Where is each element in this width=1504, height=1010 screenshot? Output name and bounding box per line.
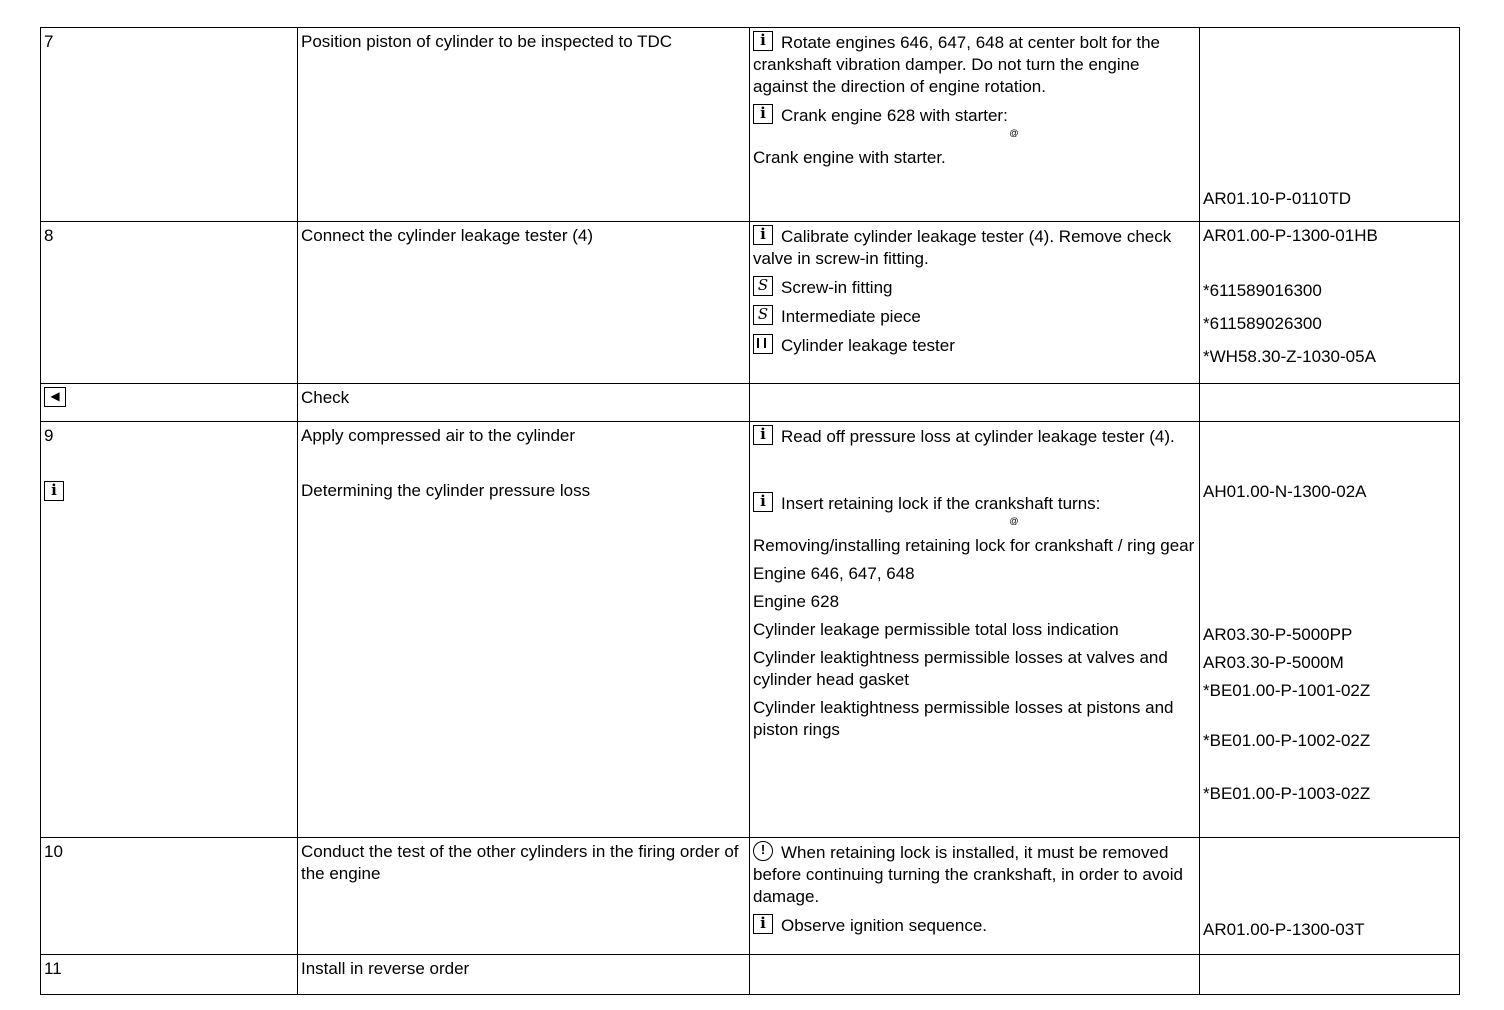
reference[interactable]: *BE01.00-P-1001-02Z xyxy=(1203,681,1371,700)
tester-icon xyxy=(753,334,773,354)
reference[interactable]: *611589016300 xyxy=(1203,281,1322,300)
step-notes xyxy=(750,838,1200,955)
reference[interactable]: *BE01.00-P-1003-02Z xyxy=(1203,784,1371,803)
procedure-table xyxy=(40,27,1460,995)
step-number: 7 xyxy=(41,28,298,222)
tool-item: Cylinder leakage tester xyxy=(753,334,1195,357)
at-marker: @ xyxy=(1009,516,1019,526)
note: iInsert retaining lock if the crankshaft turns: xyxy=(753,492,1195,515)
tool-icon xyxy=(753,276,773,296)
table-row xyxy=(41,384,1460,422)
step-number: 10 xyxy=(41,838,298,955)
step-notes xyxy=(750,422,1200,838)
link-text[interactable]: Removing/installing retaining lock for crankshaft / ring gear xyxy=(753,536,1195,555)
link-text[interactable]: Crank engine with starter. xyxy=(753,148,946,167)
note: !When retaining lock is installed, it must be removed before continuing turning the crankshaft, in order to avoid damage. xyxy=(753,841,1195,908)
note: iCrank engine 628 with starter: xyxy=(753,104,1195,127)
step-number: 11 xyxy=(41,955,298,995)
reference[interactable]: AR01.10-P-0110TD xyxy=(1203,189,1352,208)
step-action: Apply compressed air to the cylinder Determining the cylinder pressure loss xyxy=(298,422,750,838)
link-text[interactable]: Engine 646, 647, 648 xyxy=(753,564,915,583)
step-references xyxy=(1200,838,1460,955)
reference[interactable]: AR03.30-P-5000PP xyxy=(1203,625,1353,644)
reference[interactable]: *611589026300 xyxy=(1203,314,1322,333)
info-icon xyxy=(753,225,773,245)
info-icon xyxy=(753,104,773,124)
info-icon xyxy=(44,481,64,501)
reference[interactable]: AR01.00-P-1300-03T xyxy=(1203,920,1365,939)
reference[interactable]: AR01.00-P-1300-01HB xyxy=(1203,226,1378,245)
step-notes xyxy=(750,28,1200,222)
tool-icon xyxy=(753,305,773,325)
step-notes xyxy=(750,222,1200,384)
table-row xyxy=(41,222,1460,384)
tool-item: SScrew-in fitting xyxy=(753,276,1195,299)
link-text[interactable]: Cylinder leaktightness permissible losses at valves and cylinder head gasket xyxy=(753,648,1168,689)
note: iObserve ignition sequence. xyxy=(753,914,1195,937)
at-marker: @ xyxy=(1009,128,1019,138)
step-number: 8 xyxy=(41,222,298,384)
link-text[interactable]: Cylinder leakage permissible total loss indication xyxy=(753,620,1119,639)
table-row xyxy=(41,955,1460,995)
table-row xyxy=(41,28,1460,222)
info-icon xyxy=(753,492,773,512)
check-cell xyxy=(41,384,298,422)
info-icon xyxy=(753,425,773,445)
table-row xyxy=(41,422,1460,838)
info-icon xyxy=(753,914,773,934)
step-action: Connect the cylinder leakage tester (4) xyxy=(298,222,750,384)
step-action: Install in reverse order xyxy=(298,955,750,995)
step-references xyxy=(1200,222,1460,384)
reference[interactable]: *WH58.30-Z-1030-05A xyxy=(1203,347,1376,366)
link-text[interactable]: Cylinder leaktightness permissible losses at pistons and piston rings xyxy=(753,698,1174,739)
note: i Calibrate cylinder leakage tester (4). Remove check valve in screw-in fitting. xyxy=(753,225,1195,270)
note: i Rotate engines 646, 647, 648 at center bolt for the crankshaft vibration damper. Do not turn the engine against the direction of engine rotation. xyxy=(753,31,1195,98)
check-icon xyxy=(44,387,66,407)
reference[interactable]: AR03.30-P-5000M xyxy=(1203,653,1344,672)
step-references xyxy=(1200,28,1460,222)
link-text[interactable]: Engine 628 xyxy=(753,592,840,611)
tool-item: SIntermediate piece xyxy=(753,305,1195,328)
note: iRead off pressure loss at cylinder leakage tester (4). xyxy=(753,425,1195,448)
step-number: 9 i xyxy=(41,422,298,838)
step-action: Conduct the test of the other cylinders in the firing order of the engine xyxy=(298,838,750,955)
warning-icon xyxy=(753,841,773,861)
info-icon xyxy=(753,31,773,51)
reference[interactable]: AH01.00-N-1300-02A xyxy=(1203,482,1367,501)
check-label: Check xyxy=(298,384,750,422)
reference[interactable]: *BE01.00-P-1002-02Z xyxy=(1203,731,1371,750)
table-row xyxy=(41,838,1460,955)
step-references xyxy=(1200,422,1460,838)
step-action: Position piston of cylinder to be inspected to TDC xyxy=(298,28,750,222)
